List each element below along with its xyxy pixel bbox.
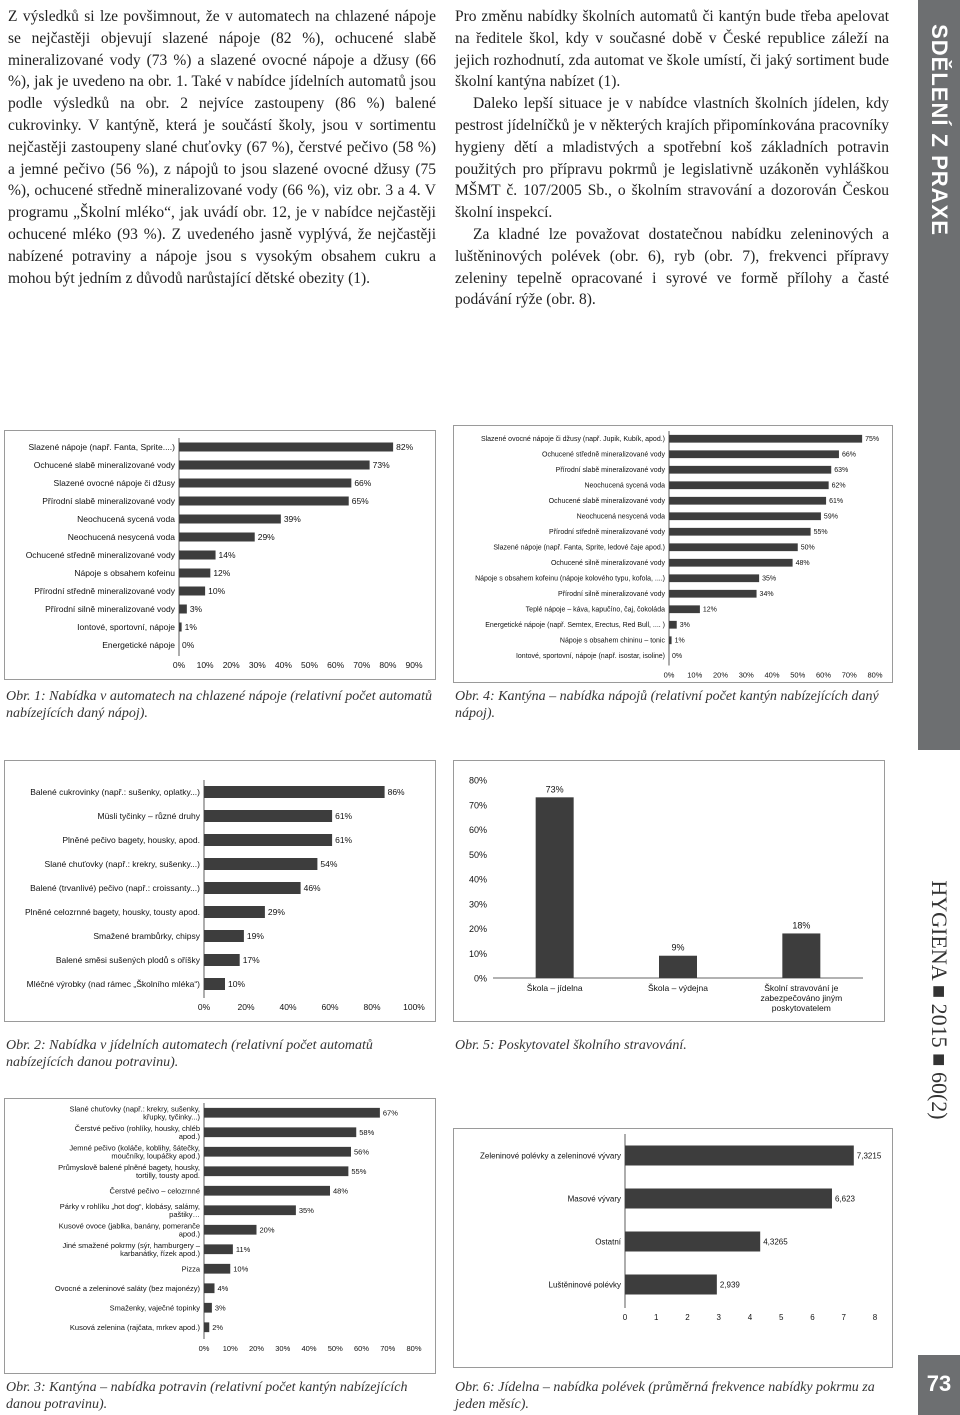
- tick-label: 3: [716, 1313, 721, 1322]
- tick-label: 20%: [468, 924, 487, 934]
- tick-label: 7: [841, 1313, 846, 1322]
- body-text-left-column: [8, 6, 436, 289]
- tick-label: 0: [622, 1313, 628, 1322]
- tick-label: 70%: [841, 670, 857, 680]
- bar: [669, 559, 793, 567]
- bar: [669, 435, 862, 443]
- data-label: 82%: [396, 441, 414, 452]
- tick-label: 50%: [790, 670, 806, 680]
- data-label: 58%: [359, 1127, 375, 1137]
- bar: [204, 1244, 233, 1254]
- bar: [204, 1303, 212, 1313]
- category-label: Smažené brambůrky, chipsy: [93, 930, 200, 941]
- paragraph: Daleko lepší situace je v nabídce vlastních školních jídelen, kdy pestrost jídelníčků je v některých krajích připomínkována pracovníky hygieny dětí a mladistvých a spotřební koš základních potravin použitých pro přípravu pokrmů je legislativně uzákoněn vyhláškou MŠMT č. 107/2005 Sb., o školním stravování a dozorován Českou školní inspekcí.: [455, 95, 889, 222]
- bar: [204, 930, 244, 942]
- tick-label: 30%: [738, 670, 754, 680]
- data-label: 75%: [865, 436, 880, 444]
- category-label: Přírodní silně mineralizované vody: [45, 603, 175, 614]
- tick-label: 80%: [379, 660, 397, 670]
- tick-label: 60%: [353, 1344, 370, 1353]
- category-label: Škola – výdejna: [647, 983, 709, 993]
- tick-label: 60%: [468, 825, 487, 835]
- category-label: Slané chuťovky (např.: krekry, sušenky...): [44, 858, 200, 869]
- figure-5-caption: Obr. 5: Poskytovatel školního stravování.: [455, 1038, 687, 1053]
- category-label: Průmyslově balené plněné bagety, housky, tortilly, tousty apod.: [58, 1162, 200, 1180]
- tick-label: 5: [779, 1313, 784, 1322]
- bar: [669, 590, 757, 598]
- tick-label: 10%: [222, 1344, 238, 1353]
- bar: [204, 1225, 257, 1235]
- data-label: 86%: [387, 786, 405, 797]
- data-label: 3%: [679, 622, 690, 630]
- data-label: 1%: [184, 621, 197, 632]
- category-label: Masové vývary: [567, 1194, 621, 1204]
- data-label: 29%: [267, 906, 285, 917]
- category-label: Slazené nápoje (např. Fanta, Sprite....): [28, 441, 175, 452]
- data-label: 12%: [213, 567, 231, 578]
- data-label: 61%: [829, 498, 844, 506]
- data-label: 66%: [354, 477, 372, 488]
- tick-label: 1: [654, 1313, 659, 1322]
- tick-label: 30%: [468, 899, 487, 910]
- tick-label: 0%: [197, 1002, 211, 1012]
- tick-label: 50%: [327, 1344, 343, 1353]
- data-label: 48%: [795, 560, 810, 568]
- data-label: 10%: [228, 978, 246, 989]
- category-label: Ochucené slabě mineralizované vody: [548, 498, 665, 506]
- body-text-right-column: [455, 6, 889, 311]
- data-label: 19%: [246, 930, 264, 941]
- bar: [669, 543, 798, 551]
- bar: [179, 569, 210, 578]
- data-label: 65%: [351, 495, 369, 506]
- tick-label: 0%: [663, 670, 675, 680]
- category-label: Přírodní silně mineralizované vody: [558, 591, 665, 599]
- bar: [669, 528, 811, 536]
- bar: [659, 956, 697, 978]
- tick-label: 10%: [468, 948, 487, 959]
- figure-5-chart: [453, 760, 885, 1022]
- bar: [536, 797, 574, 978]
- bar: [179, 605, 187, 614]
- category-label: Zeleninové polévky a zeleninové vývary: [480, 1151, 621, 1161]
- data-label: 59%: [823, 513, 838, 521]
- category-label: Přírodní slabě mineralizované vody: [42, 495, 175, 506]
- bar: [179, 479, 351, 488]
- category-label: Čerstvé pečivo (rohlíky, housky, chléb apod.): [74, 1123, 200, 1141]
- bar: [179, 443, 393, 452]
- category-label: Balené cukrovinky (např.: sušenky, oplatky...): [30, 786, 200, 797]
- data-label: 4%: [217, 1283, 229, 1293]
- page-number-tab: [918, 1355, 960, 1415]
- bar: [625, 1275, 717, 1295]
- category-label: Nápoje s obsahem kofeinu (nápoje kolového typu, kofola, ....): [475, 575, 665, 583]
- data-label: 61%: [335, 834, 353, 845]
- bar: [669, 636, 672, 644]
- bar: [204, 1264, 230, 1274]
- category-label: Párky v rohlíku „hot dog“, klobásy, salámy, paštiky…: [59, 1201, 200, 1219]
- category-label: Neochucená nesycená voda: [576, 513, 665, 521]
- bar: [625, 1232, 760, 1252]
- figure-1-chart: [4, 430, 436, 680]
- data-label: 0%: [672, 653, 683, 661]
- category-label: Iontové, sportovní, nápoje: [77, 621, 175, 632]
- tick-label: 20%: [712, 670, 729, 680]
- data-label: 66%: [841, 451, 856, 459]
- category-label: Energetické nápoje (např. Semtex, Erectus, Red Bull, .... ): [485, 622, 665, 630]
- tick-label: 60%: [321, 1002, 339, 1012]
- data-label: 10%: [208, 585, 226, 596]
- figure-3-caption: Obr. 3: Kantýna – nabídka potravin (relativní počet kantýn nabízejících danou potravinu).: [6, 1380, 408, 1412]
- bar: [204, 834, 332, 846]
- data-label: 14%: [218, 549, 236, 560]
- tick-label: 20%: [237, 1002, 255, 1012]
- bar: [204, 1322, 209, 1332]
- paragraph: Pro změnu nabídky školních automatů či kantýn bude třeba apelovat na ředitele škol, kdy v současné době v České republice záleží na jejich rozhodnutí, zda automat ve škole umístí, či jaký sortiment bude školní kantýna nabízet (1).: [455, 8, 889, 91]
- figure-3-chart: [4, 1098, 436, 1374]
- bar: [204, 1147, 351, 1157]
- category-label: Mléčné výrobky (nad rámec „Školního mléka“): [26, 978, 200, 989]
- bar: [179, 551, 216, 560]
- bar: [669, 512, 821, 520]
- category-label: Müsli tyčinky – různé druhy: [97, 810, 200, 821]
- tick-label: 6: [810, 1313, 815, 1322]
- category-label: Jemné pečivo (koláče, koblihy, šátečky, moučníky, loupáčky apod.): [69, 1143, 200, 1161]
- category-label: Slané chuťovky (např.: krekry, sušenky, křupky, tyčinky...): [69, 1104, 200, 1122]
- data-label: 55%: [813, 529, 828, 537]
- bar: [179, 533, 255, 542]
- bar: [669, 450, 839, 458]
- data-label: 1%: [674, 637, 685, 645]
- category-label: Neochucená sycená voda: [584, 482, 665, 490]
- category-label: Teplé nápoje – káva, kapučíno, čaj, čokoláda: [525, 606, 665, 614]
- bar: [204, 1166, 348, 1176]
- bar: [204, 1283, 215, 1293]
- tick-label: 90%: [405, 660, 423, 670]
- category-label: Kusové ovoce (jablka, banány, pomeranče apod.): [58, 1221, 200, 1239]
- figure-6-caption: Obr. 6: Jídelna – nabídka polévek (průměrná frekvence nabídky pokrmu za jeden měsíc).: [455, 1380, 875, 1412]
- data-label: 56%: [354, 1147, 370, 1157]
- category-label: Čerstvé pečivo – celozrnné: [109, 1186, 200, 1196]
- bar: [179, 587, 205, 596]
- category-label: Slazené ovocné nápoje či džusy (např. Jupik, Kubík, apod.): [480, 436, 665, 444]
- tick-label: 40%: [468, 874, 487, 885]
- tick-label: 20%: [222, 660, 240, 670]
- bar: [204, 1127, 356, 1137]
- data-label: 11%: [235, 1244, 251, 1254]
- data-label: 6,623: [834, 1194, 855, 1204]
- data-label: 20%: [259, 1225, 275, 1235]
- category-label: Neochucená sycená voda: [77, 513, 175, 524]
- bar: [179, 497, 349, 506]
- category-label: Iontové, sportovní, nápoje (např. isostar, isoline): [515, 653, 665, 661]
- tick-label: 8: [872, 1313, 878, 1322]
- tick-label: 60%: [327, 660, 345, 670]
- category-label: Přírodní středně mineralizované vody: [549, 529, 665, 537]
- category-label: Plněné celozrnné bagety, housky, tousty apod.: [25, 906, 200, 917]
- data-label: 29%: [257, 531, 275, 542]
- bar: [669, 574, 759, 582]
- tick-label: 40%: [764, 670, 780, 680]
- bar: [625, 1146, 854, 1166]
- bar: [625, 1189, 832, 1209]
- data-label: 73%: [545, 784, 564, 795]
- figure-4-chart: [453, 425, 893, 683]
- category-label: Slazené ovocné nápoje či džusy: [53, 477, 175, 488]
- data-label: 18%: [792, 920, 811, 931]
- data-label: 12%: [702, 606, 717, 614]
- tick-label: 30%: [275, 1344, 291, 1353]
- tick-label: 80%: [363, 1002, 381, 1012]
- data-label: 34%: [759, 591, 774, 599]
- category-label: Energetické nápoje: [102, 639, 175, 650]
- data-label: 0%: [182, 639, 195, 650]
- data-label: 50%: [800, 544, 815, 552]
- category-label: Ochucené slabě mineralizované vody: [33, 459, 175, 470]
- data-label: 54%: [320, 858, 338, 869]
- tick-label: 70%: [380, 1344, 396, 1353]
- tick-label: 50%: [468, 849, 487, 860]
- bar: [204, 858, 317, 870]
- category-label: Balené směsi sušených plodů s oříšky: [55, 954, 200, 965]
- data-label: 48%: [333, 1186, 349, 1196]
- tick-label: 0%: [172, 660, 186, 670]
- category-label: Školní stravování je zabezpečováno jiným poskytovatelem: [760, 983, 843, 1013]
- data-label: 2%: [212, 1322, 224, 1332]
- bar: [204, 978, 225, 990]
- tick-label: 50%: [301, 660, 319, 670]
- data-label: 9%: [671, 942, 685, 953]
- data-label: 7,3215: [856, 1151, 882, 1161]
- category-label: Luštěninové polévky: [548, 1280, 621, 1290]
- bar: [669, 621, 677, 629]
- tick-label: 0%: [198, 1344, 210, 1353]
- tick-label: 40%: [279, 1002, 297, 1012]
- tick-label: 80%: [867, 670, 883, 680]
- category-label: Nápoje s obsahem chininu – tonic: [559, 637, 665, 645]
- paragraph: Z výsledků si lze povšimnout, že v automatech na chlazené nápoje se nejčastěji objevují slazené nápoje (82 %), ochucené slabě mineralizované vody (73 %) a slazené ovocné nápoje a džusy (66 %), jak je uvedeno na obr. 1. Také v nabídce jídelních automatů jsou podle výsledků na obr. 2 nejvíce zastoupeny (86 %) balené cukrovinky. V kantýně, která je součástí školy, jsou v sortimentu nejčastěji zastoupeny slané chuťovky (67 %), čerstvé pečivo (58 %) a jemné pečivo (56 %), z nápojů to jsou slazené ovocné džusy (75 %), ochucené středně mineralizované vody (66 %), viz obr. 3 a 4. V programu „Školní mléko“, jak uvádí obr. 12, je v nabídce nejčastěji ochucené mléko (93 %). Z uvedeného jasně vyplývá, že nejčastěji nabízené potraviny a nápoje jsou s vysokým obsahem cukru a mohou být jedním z důvodů narůstající dětské obezity (1).: [8, 8, 436, 287]
- data-label: 46%: [303, 882, 321, 893]
- category-label: Ochucené středně mineralizované vody: [542, 451, 665, 459]
- category-label: Přírodní středně mineralizované vody: [34, 585, 175, 596]
- category-label: Jiné smažené pokrmy (sýr, hamburgery – karbanátky, řízek apod.): [62, 1240, 200, 1258]
- bar: [669, 605, 700, 613]
- journal-info: [918, 870, 960, 1130]
- tick-label: 70%: [353, 660, 371, 670]
- category-label: Ochucené silně mineralizované vody: [550, 560, 665, 568]
- bar: [204, 1186, 330, 1196]
- bar: [179, 461, 370, 470]
- bar: [204, 954, 240, 966]
- category-label: Ochucené středně mineralizované vody: [25, 549, 175, 560]
- tick-label: 2: [685, 1313, 690, 1322]
- tick-label: 4: [747, 1313, 753, 1322]
- tick-label: 10%: [687, 670, 703, 680]
- category-label: Neochucená nesycená voda: [67, 531, 175, 542]
- category-label: Nápoje s obsahem kofeinu: [74, 567, 175, 578]
- data-label: 63%: [834, 467, 849, 475]
- figure-1-caption: Obr. 1: Nabídka v automatech na chlazené nápoje (relativní počet automatů nabízejících daný nápoj).: [6, 689, 433, 721]
- bar: [204, 882, 301, 894]
- tick-label: 40%: [274, 660, 292, 670]
- category-label: Škola – jídelna: [526, 983, 583, 993]
- bar: [204, 906, 265, 918]
- bar: [669, 481, 829, 489]
- data-label: 39%: [283, 513, 301, 524]
- data-label: 55%: [351, 1166, 367, 1176]
- tick-label: 80%: [468, 775, 487, 786]
- data-label: 3%: [189, 603, 203, 614]
- data-label: 67%: [382, 1108, 398, 1118]
- figure-6-chart: [453, 1128, 893, 1368]
- category-label: Kusová zelenina (rajčata, mrkev apod.): [69, 1322, 200, 1332]
- category-label: Ostatní: [595, 1237, 621, 1247]
- bar: [204, 1108, 380, 1118]
- tick-label: 30%: [248, 660, 266, 670]
- data-label: 73%: [372, 459, 390, 470]
- tick-label: 40%: [301, 1344, 317, 1353]
- bar: [204, 1205, 296, 1215]
- category-label: Přírodní slabě mineralizované vody: [555, 467, 665, 475]
- tick-label: 0%: [473, 973, 487, 984]
- data-label: 4,3265: [763, 1237, 788, 1247]
- category-label: Slazené nápoje (např. Fanta, Sprite, ledové čaje apod.): [493, 544, 665, 552]
- category-label: Pizza: [181, 1264, 200, 1274]
- journal-title: HYGIENA ■ 2015 ■ 60(2): [927, 880, 952, 1120]
- tick-label: 100%: [403, 1002, 425, 1012]
- bar: [782, 933, 820, 978]
- category-label: Balené (trvanlivé) pečivo (např.: croissanty...): [30, 882, 200, 893]
- category-label: Plněné pečivo bagety, housky, apod.: [62, 834, 200, 845]
- category-label: Ovocné a zeleninové saláty (bez majonézy): [54, 1283, 200, 1293]
- figure-2-caption: Obr. 2: Nabídka v jídelních automatech (relativní počet automatů nabízejících danou potravinu).: [6, 1038, 373, 1070]
- bar: [204, 810, 332, 822]
- tick-label: 10%: [196, 660, 214, 670]
- tick-label: 80%: [406, 1344, 422, 1353]
- tick-label: 20%: [248, 1344, 265, 1353]
- bar: [669, 497, 826, 505]
- page-number: 73: [926, 1371, 952, 1396]
- tick-label: 70%: [468, 800, 487, 811]
- data-label: 35%: [762, 575, 777, 583]
- data-label: 17%: [242, 954, 260, 965]
- bar: [204, 786, 385, 798]
- data-label: 10%: [233, 1264, 249, 1274]
- section-title: SDĚLENÍ Z PRAXE: [927, 24, 952, 236]
- tick-label: 60%: [815, 670, 832, 680]
- category-label: Smaženky, vaječné topinky: [109, 1303, 200, 1313]
- data-label: 2,939: [719, 1280, 740, 1290]
- bar: [179, 623, 182, 632]
- bar: [179, 515, 281, 524]
- data-label: 35%: [298, 1205, 314, 1215]
- figure-4-caption: Obr. 4: Kantýna – nabídka nápojů (relativní počet kantýn nabízejících daný nápoj).: [455, 689, 879, 721]
- section-tab: [918, 0, 960, 750]
- bar: [669, 466, 831, 474]
- data-label: 61%: [335, 810, 353, 821]
- paragraph: Za kladné lze považovat dostatečnou nabídku zeleninových a luštěninových polévek (obr. 6), ryb (obr. 7), frekvenci přípravy zeleniny tepelně opracované i syrové ve formě přílohy a časté podávání rýže (obr. 8).: [455, 225, 889, 309]
- data-label: 62%: [831, 482, 846, 490]
- figure-2-chart: [4, 760, 436, 1022]
- data-label: 3%: [214, 1303, 226, 1313]
